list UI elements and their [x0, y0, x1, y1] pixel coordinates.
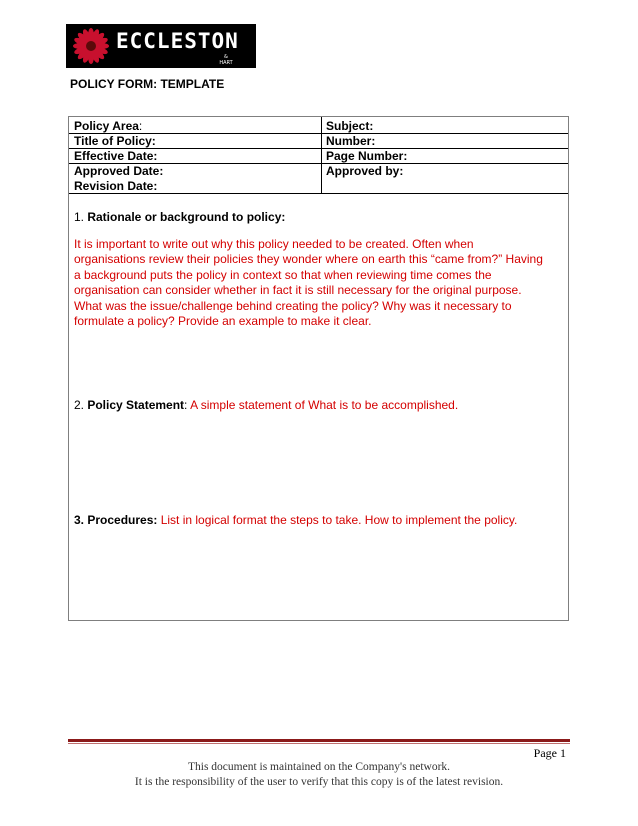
section-rationale-body: It is important to write out why this policy needed to be created. Often when organisations review their policies they wonder where on earth this “came from?” Having a background puts the policy in context so that when reviewing time comes the organisation can consider whether in fact it is still necessary for the original purpose. What was the issue/challenge behind creating the policy? Why was it necessary to formulate a policy? Provide an example to make it clear. [74, 237, 543, 329]
policy-form [68, 116, 569, 621]
header-row-title [69, 134, 568, 149]
subject-label: Subject: [326, 119, 374, 133]
section-procedures: 3. Procedures: List in logical format the steps to take. How to implement the policy. [74, 513, 518, 527]
footer-line-1: This document is maintained on the Company's network. [187, 761, 451, 773]
logo-sub-text: HART [219, 60, 233, 66]
flower-icon [72, 27, 110, 65]
header-row-policy-area [69, 117, 568, 134]
page-number-label: Page Number: [326, 149, 408, 163]
section-rationale-heading: 1. Rationale or background to policy: [74, 210, 286, 224]
section-policy-statement: 2. Policy Statement: A simple statement of What is to be accomplished. [74, 398, 459, 412]
number-label: Number: [326, 134, 376, 148]
logo-wordmark: ECCLESTON [116, 29, 239, 53]
header-row-effective-date [69, 149, 568, 164]
footer-rule [68, 739, 570, 742]
footer-rule-thin [68, 743, 570, 744]
logo-subtitle [216, 54, 236, 66]
approved-by-label: Approved by: [326, 164, 404, 178]
title-of-policy-label: Title of Policy: [74, 134, 156, 148]
revision-date-label: Revision Date: [74, 179, 158, 193]
approved-date-label: Approved Date: [74, 164, 164, 178]
form-title: POLICY FORM: TEMPLATE [70, 77, 225, 91]
footer-line-2: It is the responsibility of the user to verify that this copy is of the latest revision. [134, 776, 504, 788]
page-number: Page 1 [533, 746, 566, 760]
policy-area-label: Policy Area: [74, 119, 143, 133]
company-logo [66, 24, 256, 68]
effective-date-label: Effective Date: [74, 149, 158, 163]
logo-ampersand: & [224, 54, 228, 60]
header-row-approved-date [69, 164, 568, 194]
